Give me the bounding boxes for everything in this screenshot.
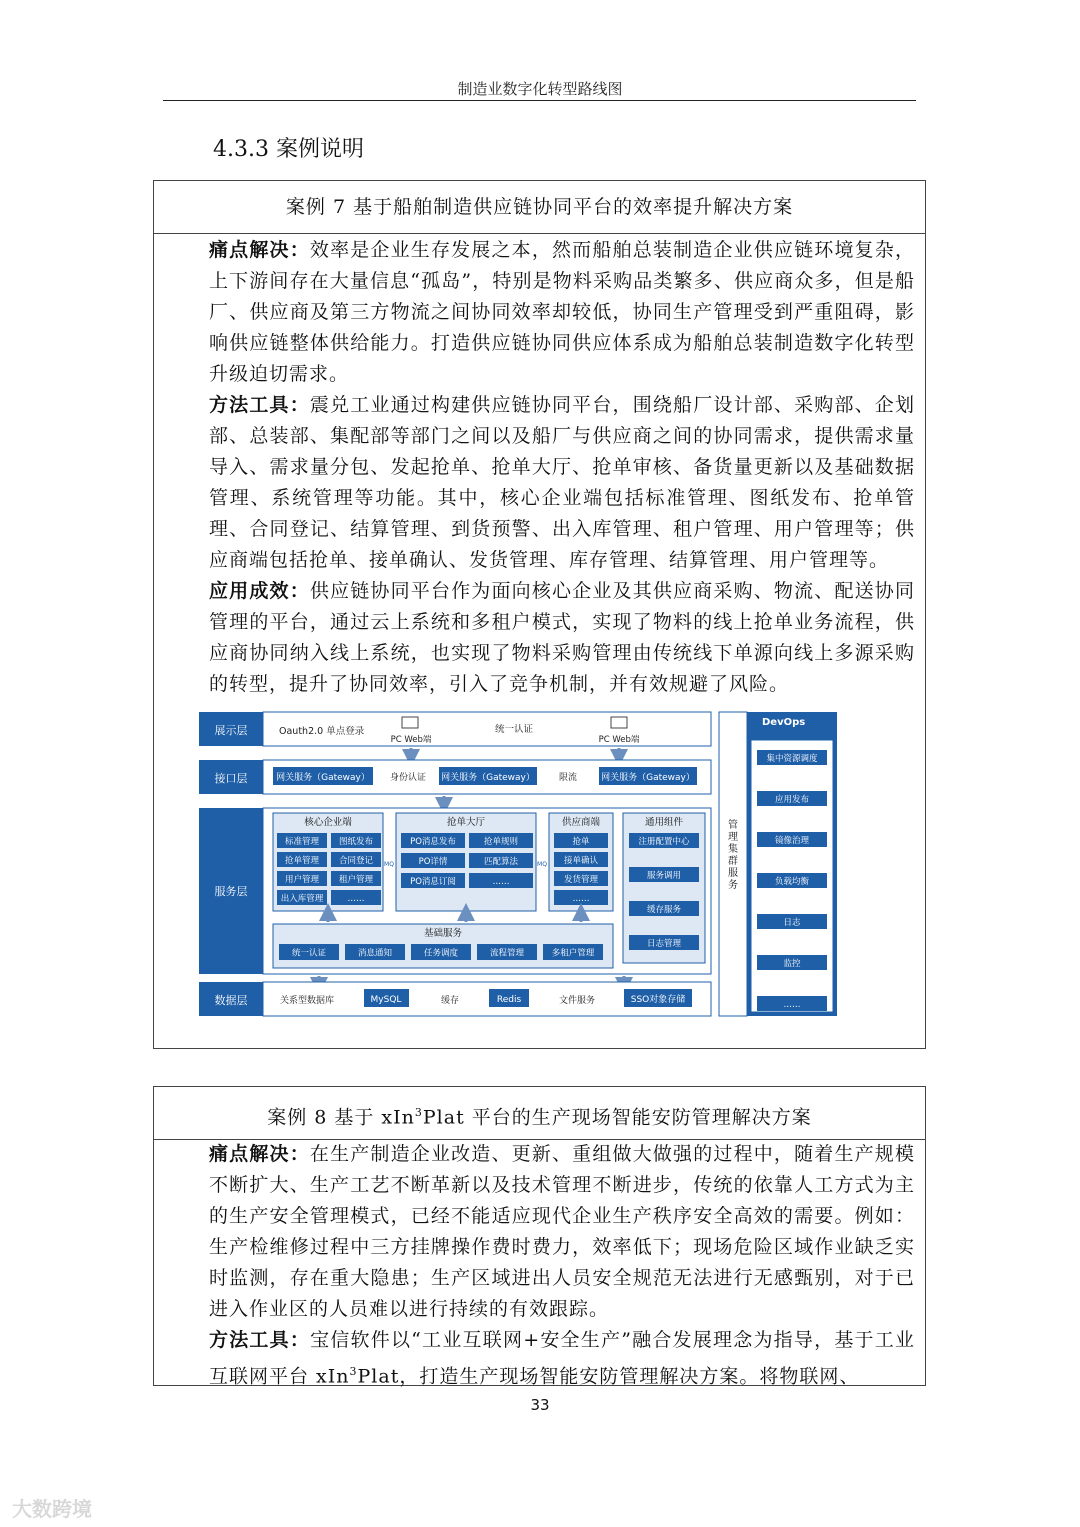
- gateway-3: 网关服务（Gateway）: [601, 773, 695, 783]
- section-title: 4.3.3 案例说明: [213, 137, 364, 162]
- case8-pain-text: 在生产制造企业改造、更新、重组做大做强的过程中，随着生产规模不断扩大、生产工艺不断革新以及技术管理不断进步，传统的依靠人工方式为主的生产安全管理模式，已经不能适应现代企业生产秩序安全高效的需要。例如：生产检维修过程中三方挂牌操作费时费力，效率低下；现场危险区域作业缺乏实时监测，存在重大隐患；生产区域进出人员安全规范无法进行无感甄别，对于已进入作业区的人员难以进行持续的有效跟踪。: [209, 1143, 915, 1320]
- display-pc1: PC Web端: [390, 735, 432, 745]
- case8-caption: [154, 1087, 925, 1140]
- hall-title: 抢单大厅: [446, 817, 486, 828]
- case8-body: [167, 1139, 915, 1392]
- supplier-item: 接单确认: [563, 856, 599, 866]
- case8-method-text-b: Plat，打造生产现场智能安防管理解决方案。将物联网、: [357, 1365, 860, 1388]
- display-unified: 统一认证: [494, 724, 534, 735]
- interface-layer-label: 接口层: [214, 772, 248, 785]
- data-cache: 缓存: [440, 996, 460, 1006]
- mq-label-1: MQ: [384, 861, 394, 868]
- base-item: 任务调度: [423, 948, 459, 959]
- hall-item: PO消息发布: [410, 837, 456, 847]
- case7-pain-para: [167, 235, 915, 390]
- case8-caption-sup: 3: [414, 1106, 423, 1119]
- core-item: 用户管理: [284, 875, 320, 885]
- case7-pain-text: 效率是企业生存发展之本，然而船舶总装制造企业供应链环境复杂，上下游间存在大量信息“孤岛”，特别是物料采购品类繁多、供应商众多，但是船厂、供应商及第三方物流之间协同效率却较低，协同生产管理受到严重阻碍，影响供应链整体供给能力。打造供应链协同供应体系成为船舶总装制造数字化转型升级迫切需求。: [209, 239, 915, 385]
- data-file: 文件服务: [558, 996, 596, 1006]
- hall-item: PO详情: [418, 857, 448, 867]
- gateway-1: 网关服务（Gateway）: [276, 773, 370, 783]
- case8-method-para: [167, 1325, 915, 1392]
- core-title: 核心企业端: [304, 817, 352, 828]
- case7-result-text: 供应链协同平台作为面向核心企业及其供应商采购、物流、配送协同管理的平台，通过云上系统和多租户模式，实现了物料的线上抢单业务流程，供应商协同纳入线上系统，也实现了物料采购管理由传统线下单源向线上多源采购的转型，提升了协同效率，引入了竞争机制，并有效规避了风险。: [209, 580, 915, 695]
- case7-caption: 案例 7 基于船舶制造供应链协同平台的效率提升解决方案: [154, 181, 925, 234]
- case7-method-text: 震兑工业通过构建供应链协同平台，围绕船厂设计部、采购部、企划部、总装部、集配部等部门之间以及船厂与供应商之间的协同需求，提供需求量导入、需求量分包、发起抢单、抢单大厅、抢单审核、备货量更新以及基础数据管理、系统管理等功能。其中，核心企业端包括标准管理、图纸发布、抢单管理、合同登记、结算管理、到货预警、出入库管理、租户管理、用户管理等；供应商端包括抢单、接单确认、发货管理、库存管理、结算管理、用户管理等。: [209, 394, 915, 571]
- header-rule: [163, 100, 916, 101]
- case8-pain-para: [167, 1139, 915, 1325]
- display-layer-label: 展示层: [214, 724, 248, 737]
- common-item: 日志管理: [646, 939, 682, 949]
- case8-method-label: 方法工具：: [209, 1329, 311, 1351]
- common-item: 注册配置中心: [638, 837, 690, 847]
- base-item: 统一认证: [291, 948, 327, 959]
- common-item: 缓存服务: [646, 905, 682, 915]
- case8-caption-pre: 案例 8 基于 xIn: [267, 1106, 415, 1129]
- case8-caption-post: Plat 平台的生产现场智能安防管理解决方案: [422, 1106, 812, 1129]
- devops-item: 集中资源调度: [766, 754, 818, 764]
- base-item: 流程管理: [489, 948, 525, 959]
- core-item: ……: [347, 894, 365, 904]
- cluster-label: 管理集群服务: [728, 820, 738, 891]
- devops-item: 负载均衡: [774, 877, 810, 887]
- case7-method-para: [167, 390, 915, 576]
- core-item: 标准管理: [284, 837, 320, 847]
- hall-item: PO消息订阅: [410, 877, 456, 887]
- core-item: 租户管理: [338, 875, 374, 885]
- hall-item: 抢单规则: [483, 837, 519, 847]
- core-item: 合同登记: [338, 856, 374, 866]
- devops-item: 日志: [783, 918, 801, 928]
- case8-box: [153, 1086, 926, 1386]
- devops-item: ……: [783, 1000, 801, 1010]
- core-item: 出入库管理: [280, 894, 324, 904]
- interface-limit: 限流: [558, 773, 578, 783]
- interface-auth: 身份认证: [389, 773, 427, 783]
- supplier-item: 抢单: [572, 837, 590, 847]
- data-rdb: 关系型数据库: [279, 996, 335, 1006]
- mq-label-2: MQ: [537, 861, 547, 868]
- devops-item: 监控: [783, 959, 801, 969]
- data-sso: SSO对象存储: [630, 995, 686, 1005]
- case7-result-para: [167, 576, 915, 700]
- devops-item: 应用发布: [774, 795, 810, 805]
- common-item: 服务调用: [646, 871, 682, 881]
- core-item: 图纸发布: [338, 837, 374, 847]
- display-pc2: PC Web端: [598, 735, 640, 745]
- case7-result-label: 应用成效：: [209, 580, 310, 602]
- hall-item: ……: [492, 877, 510, 887]
- data-layer-label: 数据层: [214, 994, 248, 1007]
- supplier-item: ……: [572, 894, 590, 904]
- case7-body: [167, 235, 915, 700]
- supplier-item: 发货管理: [563, 875, 599, 885]
- data-mysql: MySQL: [370, 995, 402, 1005]
- case8-method-text-a: 宝信软件以“工业互联网+安全生产”融合发展理念为指导，基于工业互联网平台 xIn: [209, 1329, 915, 1388]
- case8-method-sup: 3: [349, 1365, 358, 1378]
- devops-title: DevOps: [762, 717, 806, 728]
- case8-pain-label: 痛点解决：: [209, 1143, 310, 1165]
- hall-item: 匹配算法: [483, 857, 519, 867]
- case7-method-label: 方法工具：: [209, 394, 310, 416]
- common-title: 通用组件: [644, 817, 684, 828]
- data-redis: Redis: [496, 995, 522, 1005]
- base-item: 消息通知: [357, 948, 393, 959]
- page-number: 33: [530, 1396, 550, 1414]
- architecture-diagram: [199, 708, 841, 1020]
- devops-item: 镜像治理: [774, 836, 810, 846]
- base-item: 多租户管理: [551, 948, 595, 959]
- supplier-title: 供应商端: [561, 817, 601, 828]
- running-header: 制造业数字化转型路线图: [457, 80, 623, 98]
- case7-pain-label: 痛点解决：: [209, 239, 310, 261]
- service-layer-label: 服务层: [214, 885, 248, 898]
- display-sso: Oauth2.0 单点登录: [279, 726, 365, 737]
- watermark: 大数跨境: [12, 1497, 92, 1521]
- core-item: 抢单管理: [284, 856, 320, 866]
- base-title: 基础服务: [423, 928, 463, 939]
- gateway-2: 网关服务（Gateway）: [441, 773, 535, 783]
